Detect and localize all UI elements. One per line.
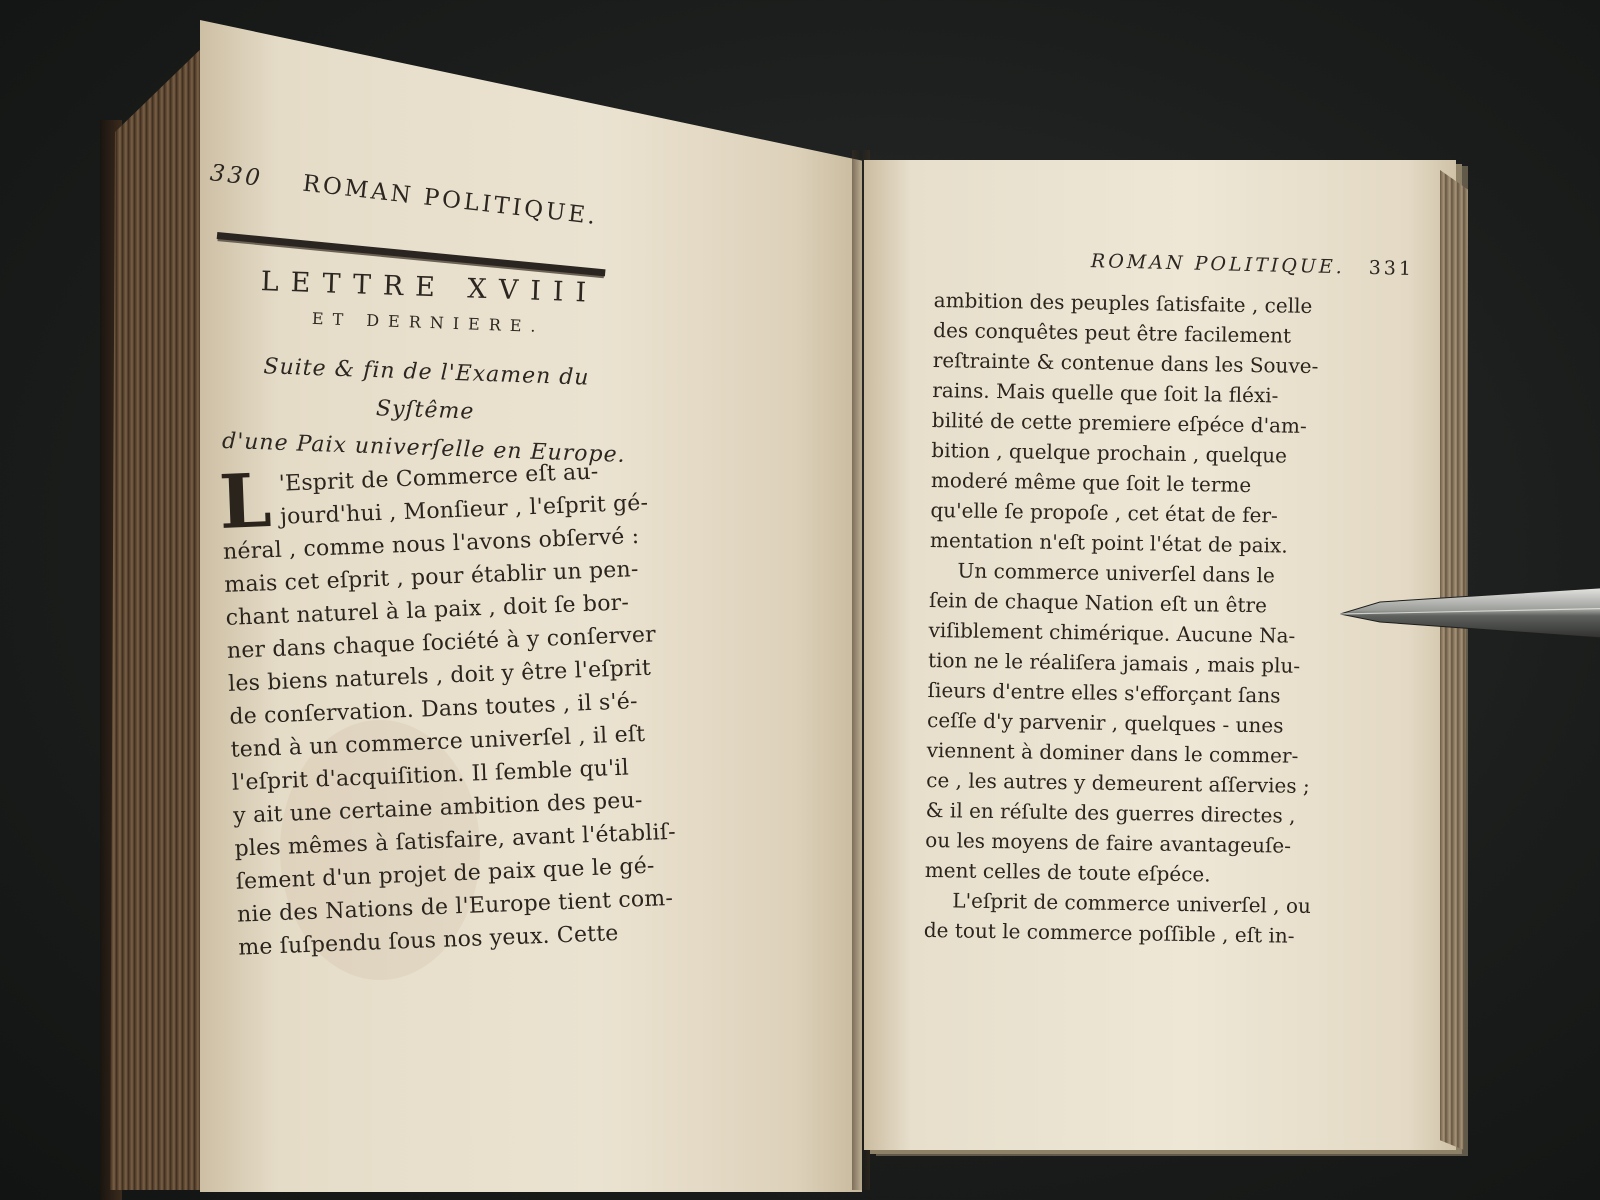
text-line: me ſuſpendu ſous nos yeux. Cette <box>237 921 619 961</box>
text-line: chant naturel à la paix , doit ſe bor- <box>225 590 630 631</box>
knife-blade-icon <box>1340 584 1600 642</box>
letter-subtitle: ET DERNIERE. <box>311 308 545 337</box>
right-page-edges <box>1440 170 1480 1150</box>
text-line: ceſſe d'y parvenir , quelques - unes <box>926 707 1284 738</box>
right-body-text <box>923 285 1319 951</box>
left-running-title: ROMAN POLITIQUE. <box>301 170 600 231</box>
text-line: ment celles de toute eſpéce. <box>924 857 1211 887</box>
left-running-head <box>208 156 630 231</box>
text-line: viſiblement chimérique. Aucune Na- <box>928 617 1296 648</box>
text-line: les biens naturels , doit y être l'eſprit <box>227 655 652 697</box>
text-line: tion ne le réaliſera jamais , mais plu- <box>927 647 1301 678</box>
text-line: ſement d'un projet de paix que le gé- <box>235 853 656 895</box>
text-line: bition , quelque prochain , quelque <box>931 437 1288 468</box>
text-line: viennent à dominer dans le commer- <box>926 737 1299 768</box>
text-line: tend à un commerce univerſel , il eſt <box>230 721 646 763</box>
text-line: mais cet eſprit , pour établir un pen- <box>223 557 639 598</box>
right-page-number: 331 <box>1368 256 1415 280</box>
text-line: ſein de chaque Nation eſt un être <box>928 587 1268 618</box>
left-page-number: 330 <box>208 160 265 192</box>
text-line: de conſervation. Dans toutes , il s'é- <box>229 689 639 730</box>
text-line: ples mêmes à ſatisfaire, avant l'établiſ- <box>234 819 677 862</box>
right-page <box>864 160 1456 1150</box>
text-line: ou les moyens de faire avantageuſe- <box>925 827 1292 858</box>
text-line: bilité de cette premiere eſpéce d'am- <box>931 407 1307 438</box>
text-line: reſtrainte & contenue dans les Souve- <box>932 347 1319 379</box>
text-line: rains. Mais quelle que ſoit la fléxi- <box>932 377 1279 408</box>
text-line: y ait une certaine ambition des peu- <box>232 788 643 829</box>
text-line: nie des Nations de l'Europe tient com- <box>236 885 674 928</box>
text-line: mentation n'eſt point l'état de paix. <box>929 527 1288 558</box>
letter-title: LETTRE XVIII <box>260 266 599 309</box>
text-line: des conquêtes peut être facilement <box>933 317 1292 348</box>
text-line: qu'elle ſe propoſe , cet état de fer- <box>930 497 1278 528</box>
text-line: ner dans chaque ſociété à y conſerver <box>226 622 657 664</box>
right-running-head <box>994 248 1414 280</box>
left-page-edges <box>110 40 210 1190</box>
text-line: ce , les autres y demeurent aſſervies ; <box>926 767 1310 798</box>
text-line: ambition des peuples ſatisfaite , celle <box>933 287 1313 318</box>
text-line: moderé même que ſoit le terme <box>930 467 1252 498</box>
right-running-title: ROMAN POLITIQUE. <box>1090 250 1346 279</box>
text-line: & il en réſulte des guerres directes , <box>925 797 1296 828</box>
left-body-text <box>217 454 677 964</box>
text-line: ſieurs d'entre elles s'efforçant ſans <box>927 677 1281 708</box>
subject-line: Suite & fin de l'Examen du Syſtême <box>263 354 590 425</box>
text-line: jourd'hui , Monſieur , l'eſprit gé- <box>279 490 649 530</box>
subject-line: d'une Paix univerſelle en Europe. <box>221 428 626 468</box>
text-line: de tout le commerce poſſible , eſt in- <box>923 917 1295 948</box>
text-line: néral , comme nous l'avons obſervé : <box>222 523 640 565</box>
letter-heading <box>213 265 640 476</box>
text-line: l'eſprit d'acquiſition. Il ſemble qu'il <box>231 755 630 796</box>
text-line: L'eſprit de commerce univerſel , ou <box>952 888 1312 918</box>
drop-cap: L <box>217 458 274 547</box>
text-line: Un commerce univerſel dans le <box>957 558 1276 588</box>
text-line: 'Esprit de Commerce eſt au- <box>278 459 599 497</box>
